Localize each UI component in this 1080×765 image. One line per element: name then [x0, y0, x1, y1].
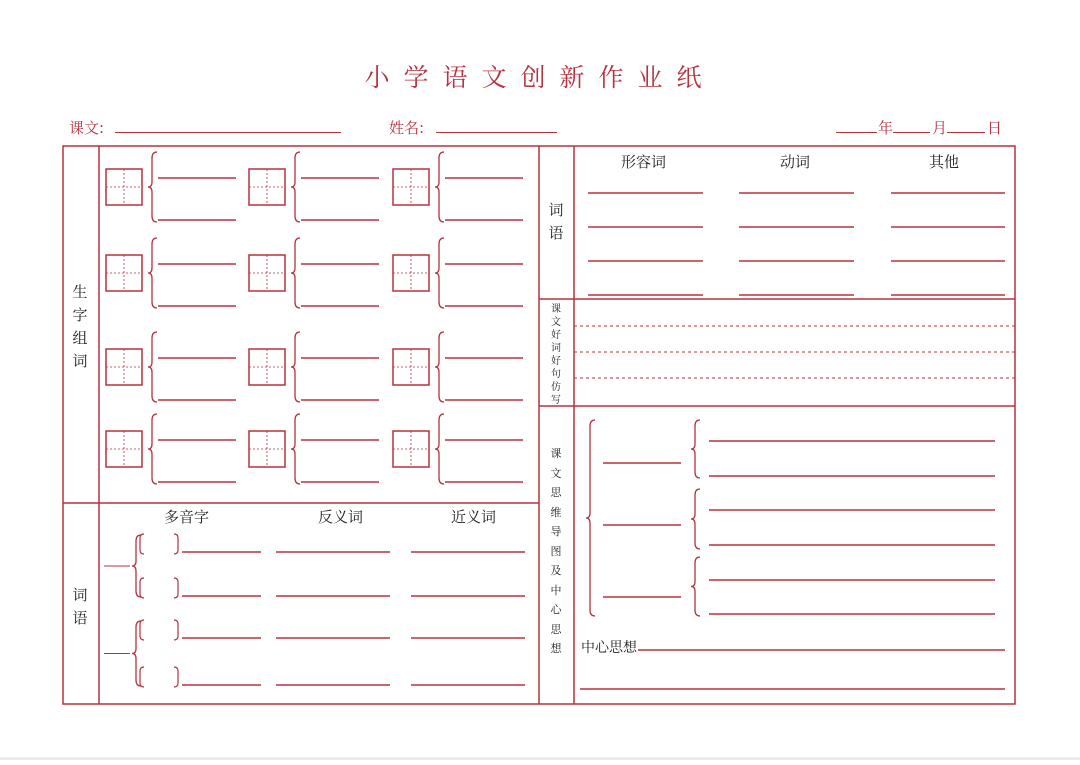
word-brace [291, 332, 300, 402]
pinyin-bracket [174, 578, 178, 598]
word-brace [148, 152, 157, 222]
left-words-section-label: 词 语 [72, 586, 88, 627]
pinyin-bracket [140, 620, 144, 640]
pinyin-bracket [140, 534, 144, 554]
pinyin-bracket [140, 667, 144, 687]
word-brace [148, 414, 157, 484]
day-label: 日 [987, 119, 1003, 137]
col-adjective: 形容词 [621, 153, 667, 171]
page-title: 小学语文创新作业纸 [364, 63, 716, 92]
pinyin-bracket [174, 534, 178, 554]
pinyin-bracket [174, 667, 178, 687]
word-brace [435, 152, 444, 222]
central-idea-label: 中心思想 [581, 640, 637, 656]
word-brace [291, 414, 300, 484]
col-other: 其他 [929, 153, 960, 171]
word-brace [435, 332, 444, 402]
word-brace [435, 238, 444, 308]
word-brace [291, 238, 300, 308]
chars-section-label: 生 字 组 词 [72, 283, 88, 370]
mindmap-sub-brace [691, 489, 700, 549]
mindmap-sub-brace [691, 557, 700, 616]
word-brace [148, 238, 157, 308]
pinyin-bracket [140, 578, 144, 598]
col-polyphone: 多音字 [164, 508, 210, 526]
col-verb: 动词 [780, 153, 811, 171]
mindmap-section-label: 课 文 思 维 导 图 及 中 心 思 想 [550, 447, 562, 655]
name-label: 姓名: [389, 119, 425, 137]
year-label: 年 [878, 119, 894, 137]
col-synonym: 近义词 [451, 508, 497, 526]
word-brace [148, 332, 157, 402]
col-antonym: 反义词 [318, 508, 364, 526]
lesson-label: 课文: [69, 119, 105, 137]
right-words-section-label: 词 语 [548, 201, 564, 242]
word-brace [435, 414, 444, 484]
mindmap-sub-brace [691, 420, 700, 478]
pinyin-bracket [174, 620, 178, 640]
word-brace [291, 152, 300, 222]
sentence-section-label: 课 文 好 词 好 句 仿 写 [551, 304, 561, 406]
mindmap-main-brace [586, 420, 595, 616]
month-label: 月 [932, 119, 948, 137]
